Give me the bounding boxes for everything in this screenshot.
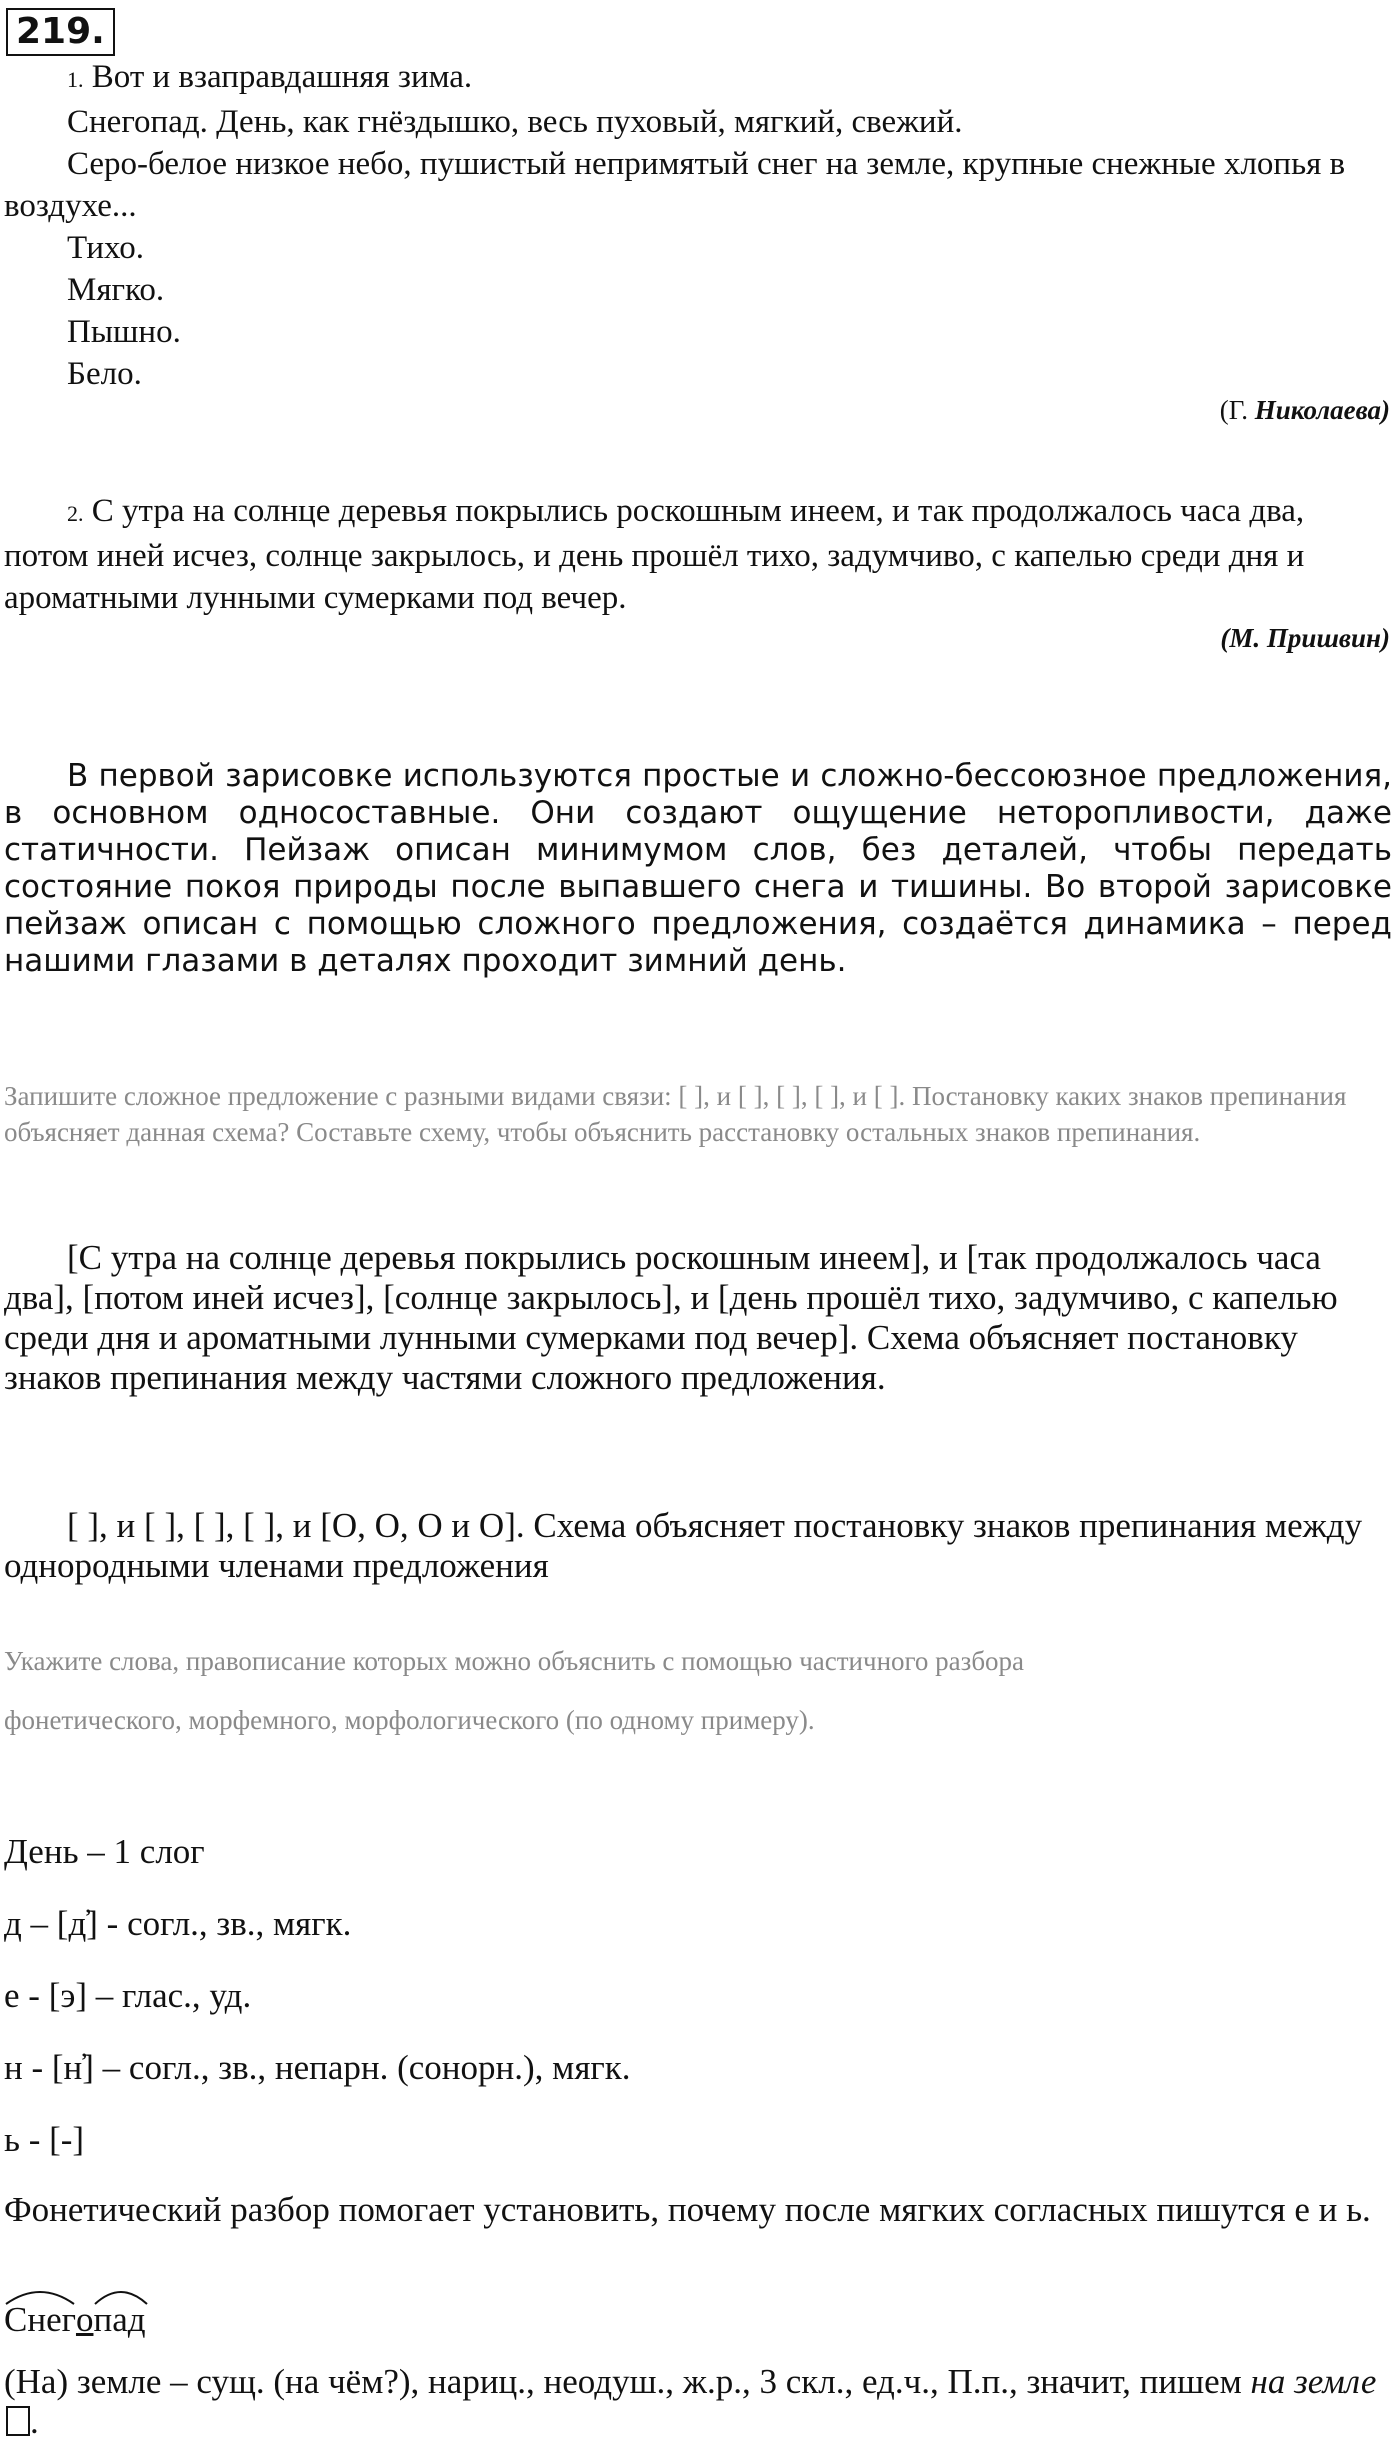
phonetic-conclusion: Фонетический разбор помогает установить, почему после мягких согласных пишутся е и ь. [4, 2190, 1371, 2229]
answer-2-text: [ ], и [ ], [ ], [ ], и [О, О, О и О]. Схема объясняет постановку знаков препинания между однородными членами предложения [4, 1506, 1363, 1585]
text-1-line-4: Тихо. [67, 230, 144, 266]
exercise-number: 219. [6, 8, 115, 56]
task-2 [4, 1646, 1392, 1736]
text-1-line-1: Вот и взаправдашняя зима. [91, 59, 473, 95]
text-1-line-2: Снегопад. День, как гнёздышко, весь пуховый, мягкий, свежий. [67, 104, 963, 140]
text-1-author: (Г. Николаева) [1219, 395, 1390, 425]
morphological-text: (На) земле – сущ. (на чём?), нариц., неодуш., ж.р., 3 скл., ед.ч., П.п., значит, пишем [4, 2362, 1251, 2401]
text-2-author: (М. Пришвин) [1220, 623, 1390, 653]
text-1-number: 1. [67, 67, 84, 92]
text-2 [4, 490, 1392, 654]
root-arc-icon [93, 2286, 149, 2306]
morphemic-analysis [4, 2300, 1392, 2340]
phonetic-d: д – [д̕] - согл., зв., мягк. [4, 1904, 352, 1943]
phonetic-soft-sign: ь - [-] [4, 2120, 85, 2159]
phonetic-e: е - [э] – глас., уд. [4, 1976, 252, 2015]
task-1 [4, 1078, 1392, 1150]
text-1 [4, 56, 1392, 426]
text-1-line-5: Мягко. [67, 272, 165, 308]
analysis [4, 758, 1392, 980]
text-1-line-7: Бело. [67, 356, 142, 392]
morphological-analysis: (На) земле – сущ. (на чём?), нариц., неодуш., ж.р., 3 скл., ед.ч., П.п., значит, пишем на земле. [4, 2362, 1377, 2441]
phonetic-n: н - [н̕] – согл., зв., непарн. (сонорн.), мягк. [4, 2048, 631, 2087]
phonetic-analysis [4, 1832, 1392, 2230]
root-2: пад [93, 2300, 145, 2340]
text-2-number: 2. [67, 501, 84, 526]
task-2-line-1: Укажите слова, правописание которых можно объяснить с помощью частичного разбора [4, 1646, 1025, 1676]
text-1-line-6: Пышно. [67, 314, 181, 350]
phonetic-title: День – 1 слог [4, 1832, 205, 1871]
analysis-text: В первой зарисовке используются простые и сложно-бессоюзное предложения, в основном односоставные. Они создают ощущение неторопливости, даже статичности. Пейзаж описан минимумом слов, без деталей, чтобы передать состояние покоя природы после выпавшего снега и тишины. Во второй зарисовке пейзаж описан с помощью сложного предложения, создаётся динамика – перед нашими глазами в деталях проходит зимний день. [4, 758, 1392, 979]
answer-1-text: [С утра на солнце деревья покрылись роскошным инеем], и [так продолжалось часа два], [потом иней исчез], [солнце закрылось], и [день прошёл тихо, задумчиво, с капелью среди дня и ароматными лунными сумерками под вечер]. Схема объясняет постановку знаков препинания между частями сложного предложения. [4, 1238, 1338, 1397]
task-1-text: Запишите сложное предложение с разными видами связи: [ ], и [ ], [ ], [ ], и [ ]. Постановку каких знаков препинания объясняет данная схема? Составьте схему, чтобы объяснить расстановку остальных знаков препинания. [4, 1081, 1347, 1147]
ending-box-icon [6, 2406, 30, 2436]
text-1-line-3: Серо-белое низкое небо, пушистый непримятый снег на земле, крупные снежные хлопья в воздухе... [4, 146, 1346, 224]
task-2-line-2: фонетического, морфемного, морфологического (по одному примеру). [4, 1705, 815, 1735]
root-1: Снег [4, 2300, 76, 2340]
text-2-body: С утра на солнце деревья покрылись роскошным инеем, и так продолжалось часа два, потом иней исчез, солнце закрылось, и день прошёл тихо, задумчиво, с капелью среди дня и ароматными лунными сумерками под вечер. [4, 493, 1305, 616]
root-arc-icon [4, 2286, 76, 2306]
morphological-example: на земле [1250, 2362, 1377, 2401]
connecting-vowel: о [75, 2300, 94, 2339]
answer-2 [4, 1506, 1392, 1586]
answer-1 [4, 1238, 1392, 1398]
